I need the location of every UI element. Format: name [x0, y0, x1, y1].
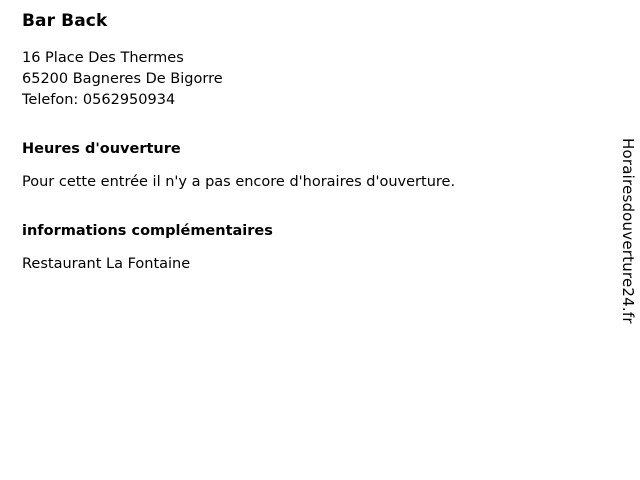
address-street: 16 Place Des Thermes: [22, 50, 184, 66]
business-listing: [22, 10, 582, 275]
page-title: Bar Back: [22, 11, 108, 31]
opening-hours-note: Pour cette entrée il n'y a pas encore d'horaires d'ouverture.: [22, 174, 456, 190]
site-watermark: Horairesdouverture24.fr: [619, 138, 637, 324]
address-city: 65200 Bagneres De Bigorre: [22, 71, 223, 87]
additional-info-text: Restaurant La Fontaine: [22, 256, 191, 272]
opening-hours-heading: Heures d'ouverture: [22, 141, 181, 157]
phone-number: Telefon: 0562950934: [22, 92, 176, 108]
additional-info-heading: informations complémentaires: [22, 223, 273, 239]
address-block: [22, 48, 582, 111]
